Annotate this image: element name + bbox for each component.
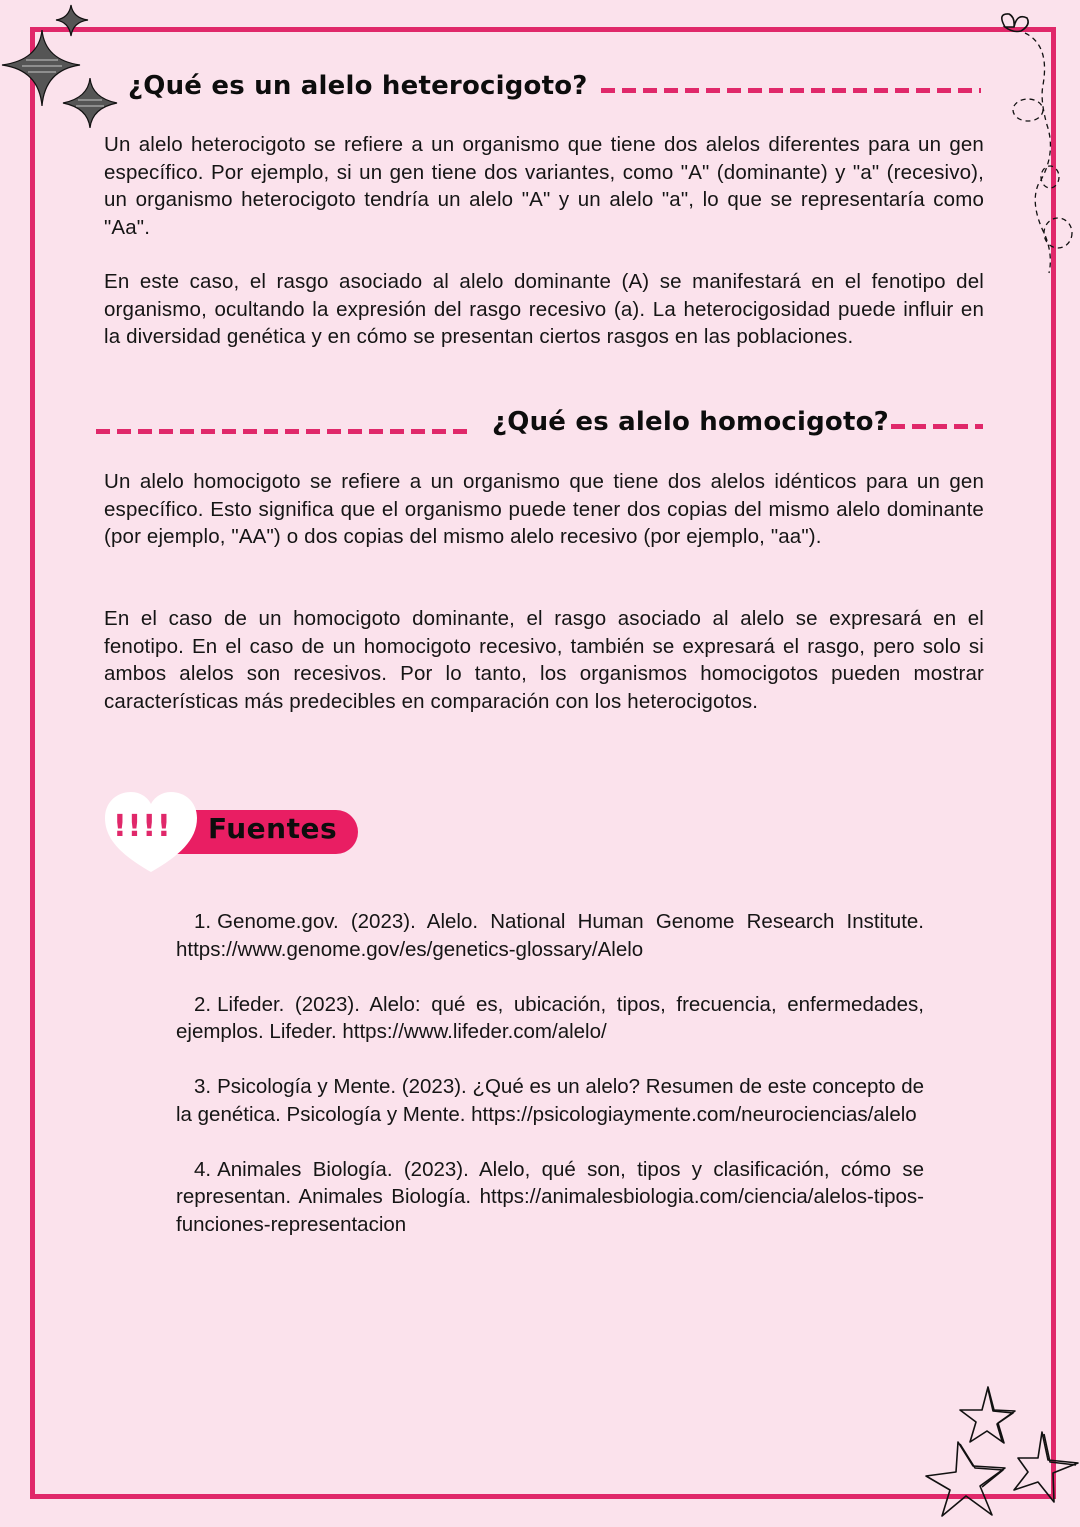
source-item: 4. Animales Biología. (2023). Alelo, qué son, tipos y clasificación, cómo se representan. Animales Biología. https://animalesbiologia.com/ciencia/alelos-tipos-funciones-representacion bbox=[176, 1157, 924, 1236]
dashed-divider bbox=[96, 429, 474, 434]
sources-title: Fuentes bbox=[208, 812, 338, 845]
exclamation-marks: !!!! bbox=[113, 809, 172, 844]
paragraph-heterocigoto-phenotype: En este caso, el rasgo asociado al alelo dominante (A) se manifestará en el fenotipo del organismo, ocultando la expresión del rasgo recesivo (a). La heterocigosidad puede influir en la diversidad genética y en cómo se presentan ciertos rasgos en las poblaciones. bbox=[104, 270, 984, 348]
source-item: 1. Genome.gov. (2023). Alelo. National Human Genome Research Institute. https://www.genome.gov/es/genetics-glossary/Alelo bbox=[176, 910, 924, 961]
paragraph-heterocigoto-definition: Un alelo heterocigoto se refiere a un organismo que tiene dos alelos diferentes para un gen específico. Por ejemplo, si un gen tiene dos variantes, como "A" (dominante) y "a" (recesivo), un organismo heterocigoto tendría un alelo "A" y un alelo "a", lo que se representaría como "Aa". bbox=[104, 133, 984, 239]
section-title-homocigoto: ¿Qué es alelo homocigoto? bbox=[492, 407, 889, 437]
sparkle-icon bbox=[0, 0, 130, 130]
source-text: Genome.gov. (2023). Alelo. National Human Genome Research Institute. https://www.genome.gov/es/genetics-glossary/Alelo bbox=[176, 910, 924, 961]
section-title-heterocigoto: ¿Qué es un alelo heterocigoto? bbox=[128, 71, 588, 101]
paragraph-homocigoto-phenotype: En el caso de un homocigoto dominante, el rasgo asociado al alelo se expresará en el fenotipo. En el caso de un homocigoto recesivo, también se expresará el rasgo, pero solo si ambos alelos son recesivos. Por lo tanto, los organismos homocigotos pueden mostrar características más predecibles en comparación con los heterocigotos. bbox=[104, 607, 984, 713]
dashed-divider bbox=[601, 88, 981, 93]
stars-icon bbox=[920, 1380, 1080, 1527]
butterfly-flight-path-icon bbox=[995, 5, 1080, 275]
dashed-divider bbox=[891, 424, 983, 429]
page-border bbox=[30, 27, 1056, 1499]
source-item: 2. Lifeder. (2023). Alelo: qué es, ubicación, tipos, frecuencia, enfermedades, ejemplos. Lifeder. https://www.lifeder.com/alelo/ bbox=[176, 992, 924, 1043]
source-item: 3. Psicología y Mente. (2023). ¿Qué es un alelo? Resumen de este concepto de la genética. Psicología y Mente. https://psicologiaymente.com/neurociencias/alelo bbox=[176, 1075, 924, 1126]
source-text: Psicología y Mente. (2023). ¿Qué es un alelo? Resumen de este concepto de la genética. Psicología y Mente. https://psicologiaymente.com/neurociencias/alelo bbox=[176, 1075, 924, 1126]
sources-list bbox=[176, 908, 924, 1266]
paragraph-homocigoto-definition: Un alelo homocigoto se refiere a un organismo que tiene dos alelos idénticos para un gen específico. Esto significa que el organismo puede tener dos copias del mismo alelo dominante (por ejemplo, "AA") o dos copias del mismo alelo recesivo (por ejemplo, "aa"). bbox=[104, 470, 984, 548]
source-text: Lifeder. (2023). Alelo: qué es, ubicación, tipos, frecuencia, enfermedades, ejemplos. Lifeder. https://www.lifeder.com/alelo/ bbox=[176, 992, 924, 1043]
source-text: Animales Biología. (2023). Alelo, qué son, tipos y clasificación, cómo se representan. Animales Biología. https://animalesbiologia.com/ciencia/alelos-tipos-funciones-representacion bbox=[176, 1157, 924, 1236]
